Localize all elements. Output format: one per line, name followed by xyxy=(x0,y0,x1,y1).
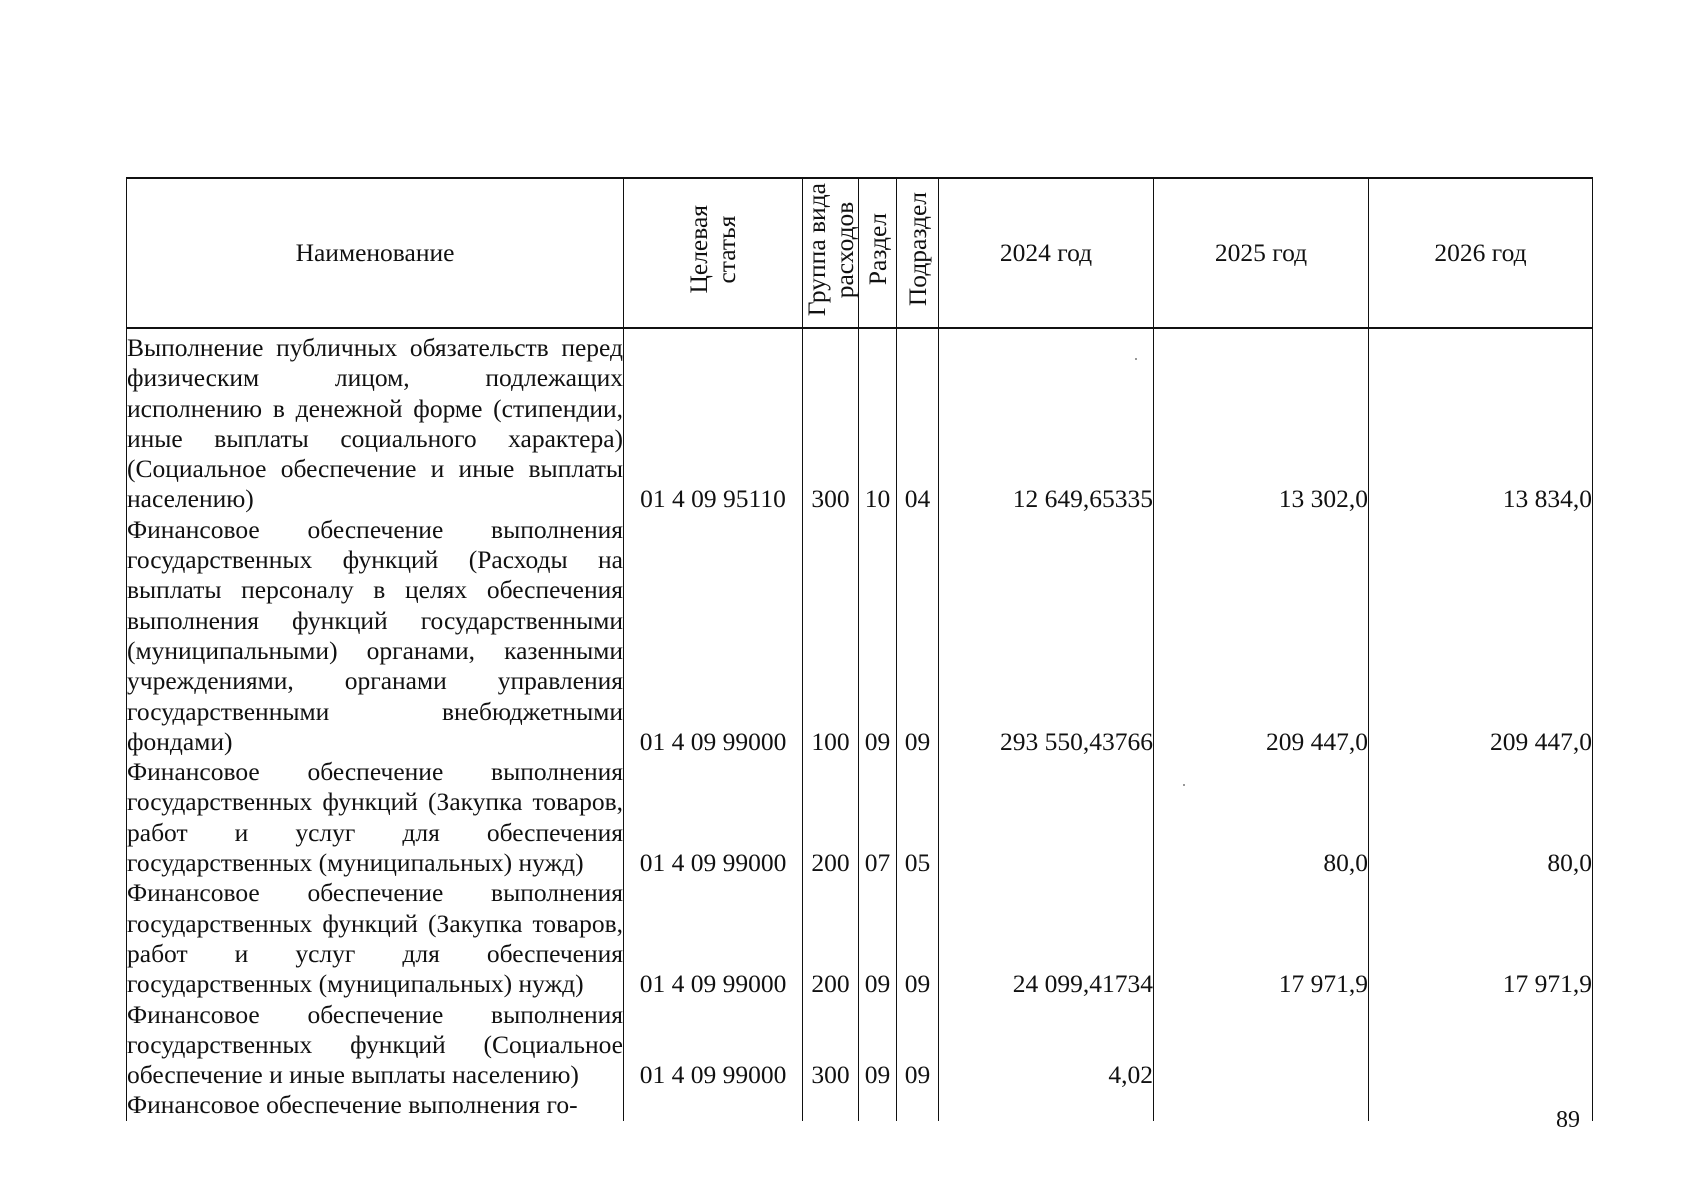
row-expense-group: 200 xyxy=(803,757,859,878)
row-subsection: 05 xyxy=(897,757,939,878)
row-target-article: 01 4 09 95110 xyxy=(624,328,803,515)
row-value-2025 xyxy=(1154,1090,1369,1120)
row-value-2024: 24 099,41734 xyxy=(939,878,1154,999)
row-value-2025 xyxy=(1154,1000,1369,1091)
header-target-article xyxy=(624,178,803,328)
header-name: Наименование xyxy=(127,178,624,328)
page-number: 89 xyxy=(1556,1107,1580,1133)
table-row xyxy=(127,328,1593,515)
header-expense-group xyxy=(803,178,859,328)
table-row xyxy=(127,878,1593,999)
row-value-2025: 80,0 xyxy=(1154,757,1369,878)
row-target-article: 01 4 09 99000 xyxy=(624,757,803,878)
header-subsection xyxy=(897,178,939,328)
row-value-2025: 13 302,0 xyxy=(1154,328,1369,515)
row-name: Выполнение публичных обязательств перед физическим лицом, подлежащих исполнению в денежной форме (стипендии, иные выплаты социального характера) (Социальное обеспечение и иные выплаты населению) xyxy=(127,328,624,515)
row-expense-group: 300 xyxy=(803,1000,859,1091)
row-section: 09 xyxy=(859,878,897,999)
row-target-article: 01 4 09 99000 xyxy=(624,878,803,999)
row-value-2024 xyxy=(939,757,1154,878)
row-subsection xyxy=(897,1090,939,1120)
row-expense-group: 200 xyxy=(803,878,859,999)
row-value-2025: 17 971,9 xyxy=(1154,878,1369,999)
row-value-2026: 209 447,0 xyxy=(1369,515,1593,757)
row-target-article: 01 4 09 99000 xyxy=(624,515,803,757)
row-value-2026: 17 971,9 xyxy=(1369,878,1593,999)
row-section: 10 xyxy=(859,328,897,515)
scan-speck xyxy=(1183,784,1185,786)
row-value-2026 xyxy=(1369,1000,1593,1091)
scan-speck xyxy=(1135,358,1137,360)
row-value-2024 xyxy=(939,1090,1154,1120)
row-name: Финансовое обеспечение выполнения государственных функций (Закупка товаров, работ и услуг для обеспечения государственных (муниципальных) нужд) xyxy=(127,757,623,878)
row-subsection: 04 xyxy=(897,328,939,515)
row-value-2024: 293 550,43766 xyxy=(939,515,1154,757)
table-row xyxy=(127,1090,1593,1120)
row-section: 09 xyxy=(859,515,897,757)
row-name: Финансовое обеспечение выполнения государственных функций (Закупка товаров, работ и услуг для обеспечения государственных (муниципальных) нужд) xyxy=(127,878,623,999)
row-section xyxy=(859,1090,897,1120)
row-name: Финансовое обеспечение выполнения государственных функций (Социальное обеспечение и иные выплаты населению) xyxy=(127,999,623,1090)
row-expense-group: 300 xyxy=(803,328,859,515)
header-section-label: Раздел xyxy=(862,213,892,286)
row-subsection: 09 xyxy=(897,515,939,757)
row-section: 09 xyxy=(859,1000,897,1091)
row-value-2025: 209 447,0 xyxy=(1154,515,1369,757)
row-value-2026: 13 834,0 xyxy=(1369,328,1593,515)
row-value-2026: 80,0 xyxy=(1369,757,1593,878)
table-row xyxy=(127,515,1593,757)
header-target-article-label: Целевая статья xyxy=(684,205,741,294)
row-section: 07 xyxy=(859,757,897,878)
header-expense-group-label: Группа вида расходов xyxy=(802,182,859,316)
row-subsection: 09 xyxy=(897,878,939,999)
row-value-2024: 4,02 xyxy=(939,1000,1154,1091)
table-row xyxy=(127,757,1593,878)
row-target-article: 01 4 09 99000 xyxy=(624,1000,803,1091)
row-value-2024: 12 649,65335 xyxy=(939,328,1154,515)
header-2026: 2026 год xyxy=(1369,178,1593,328)
header-2025: 2025 год xyxy=(1154,178,1369,328)
row-expense-group: 100 xyxy=(803,515,859,757)
budget-table xyxy=(126,177,1593,1121)
table-header-row xyxy=(127,178,1593,328)
header-subsection-label: Подраздел xyxy=(902,192,932,307)
row-name: Финансовое обеспечение выполнения государственных функций (Расходы на выплаты персоналу в целях обеспечения выполнения функций государственными (муниципальными) органами, казенными учреждениями, органами управления государственными внебюджетными фондами) xyxy=(127,514,623,756)
row-expense-group xyxy=(803,1090,859,1120)
header-2024: 2024 год xyxy=(939,178,1154,328)
header-section xyxy=(859,178,897,328)
row-subsection: 09 xyxy=(897,1000,939,1091)
row-name: Финансовое обеспечение выполнения го- xyxy=(127,1090,624,1120)
row-target-article xyxy=(624,1090,803,1120)
table-row xyxy=(127,1000,1593,1091)
